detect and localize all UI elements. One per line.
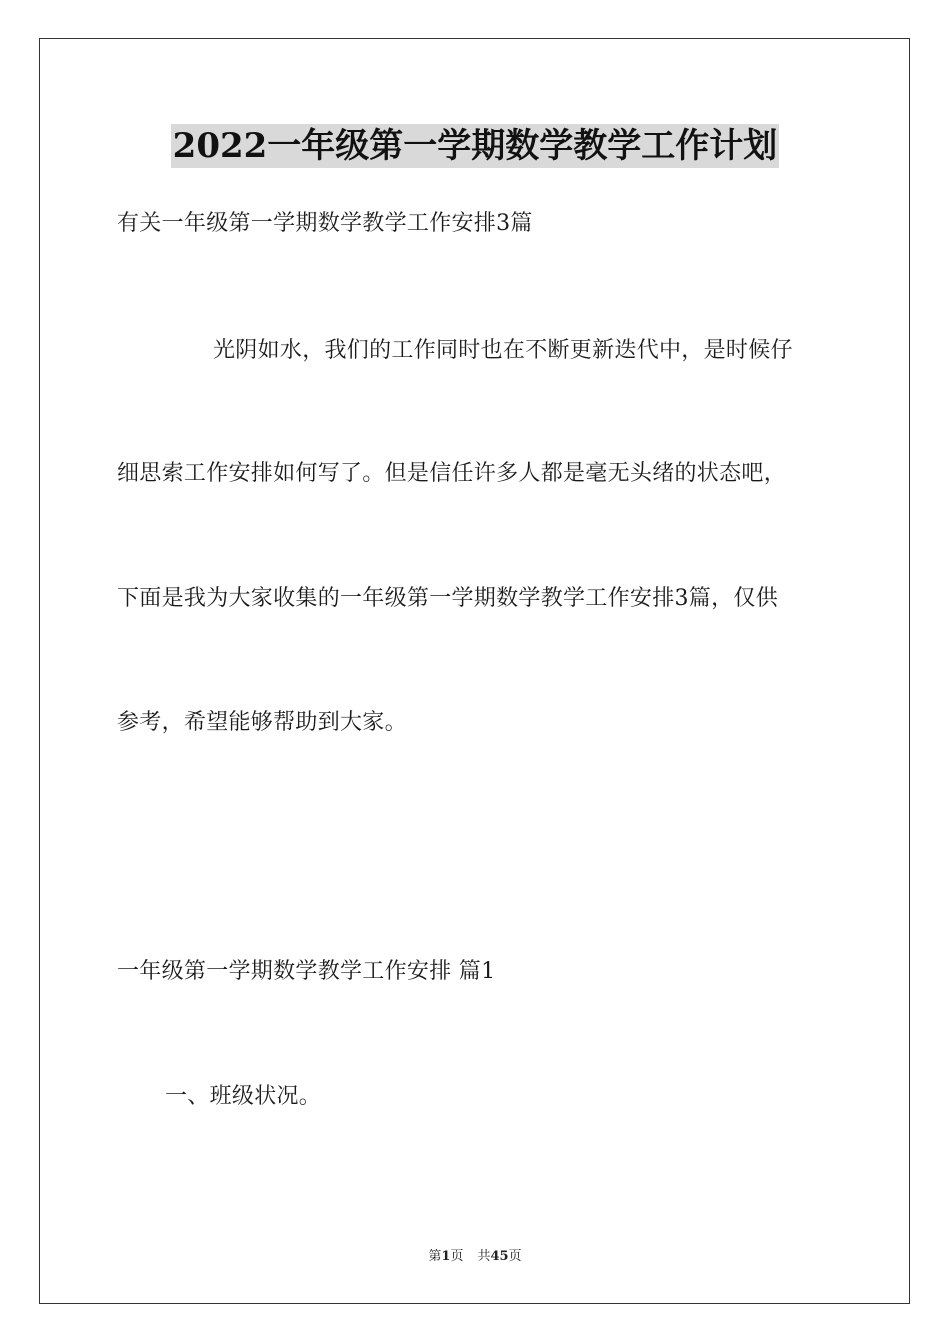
intro-line-1: 光阴如水，我们的工作同时也在不断更新迭代中，是时候仔 <box>213 338 793 363</box>
footer-page-current: 1 <box>441 1249 451 1264</box>
footer-total-suffix: 页 <box>508 1249 522 1264</box>
document-subtitle: 有关一年级第一学期数学教学工作安排3篇 <box>117 211 533 236</box>
document-title: 2022一年级第一学期数学教学工作计划 <box>172 126 778 166</box>
footer-page-total: 45 <box>490 1249 509 1264</box>
intro-line-3: 下面是我为大家收集的一年级第一学期数学教学工作安排3篇，仅供 <box>117 586 778 611</box>
footer-page-suffix: 页 <box>450 1249 464 1264</box>
intro-line-2: 细思索工作安排如何写了。但是信任许多人都是毫无头绪的状态吧， <box>117 461 787 486</box>
title-container <box>0 124 950 168</box>
page-footer <box>0 1248 950 1266</box>
intro-line-4: 参考，希望能够帮助到大家。 <box>117 710 407 735</box>
footer-total-prefix: 共 <box>477 1249 491 1264</box>
subsection-heading: 一、班级状况。 <box>165 1084 322 1109</box>
section-heading: 一年级第一学期数学教学工作安排 篇1 <box>117 959 496 984</box>
footer-page-prefix: 第 <box>428 1249 442 1264</box>
